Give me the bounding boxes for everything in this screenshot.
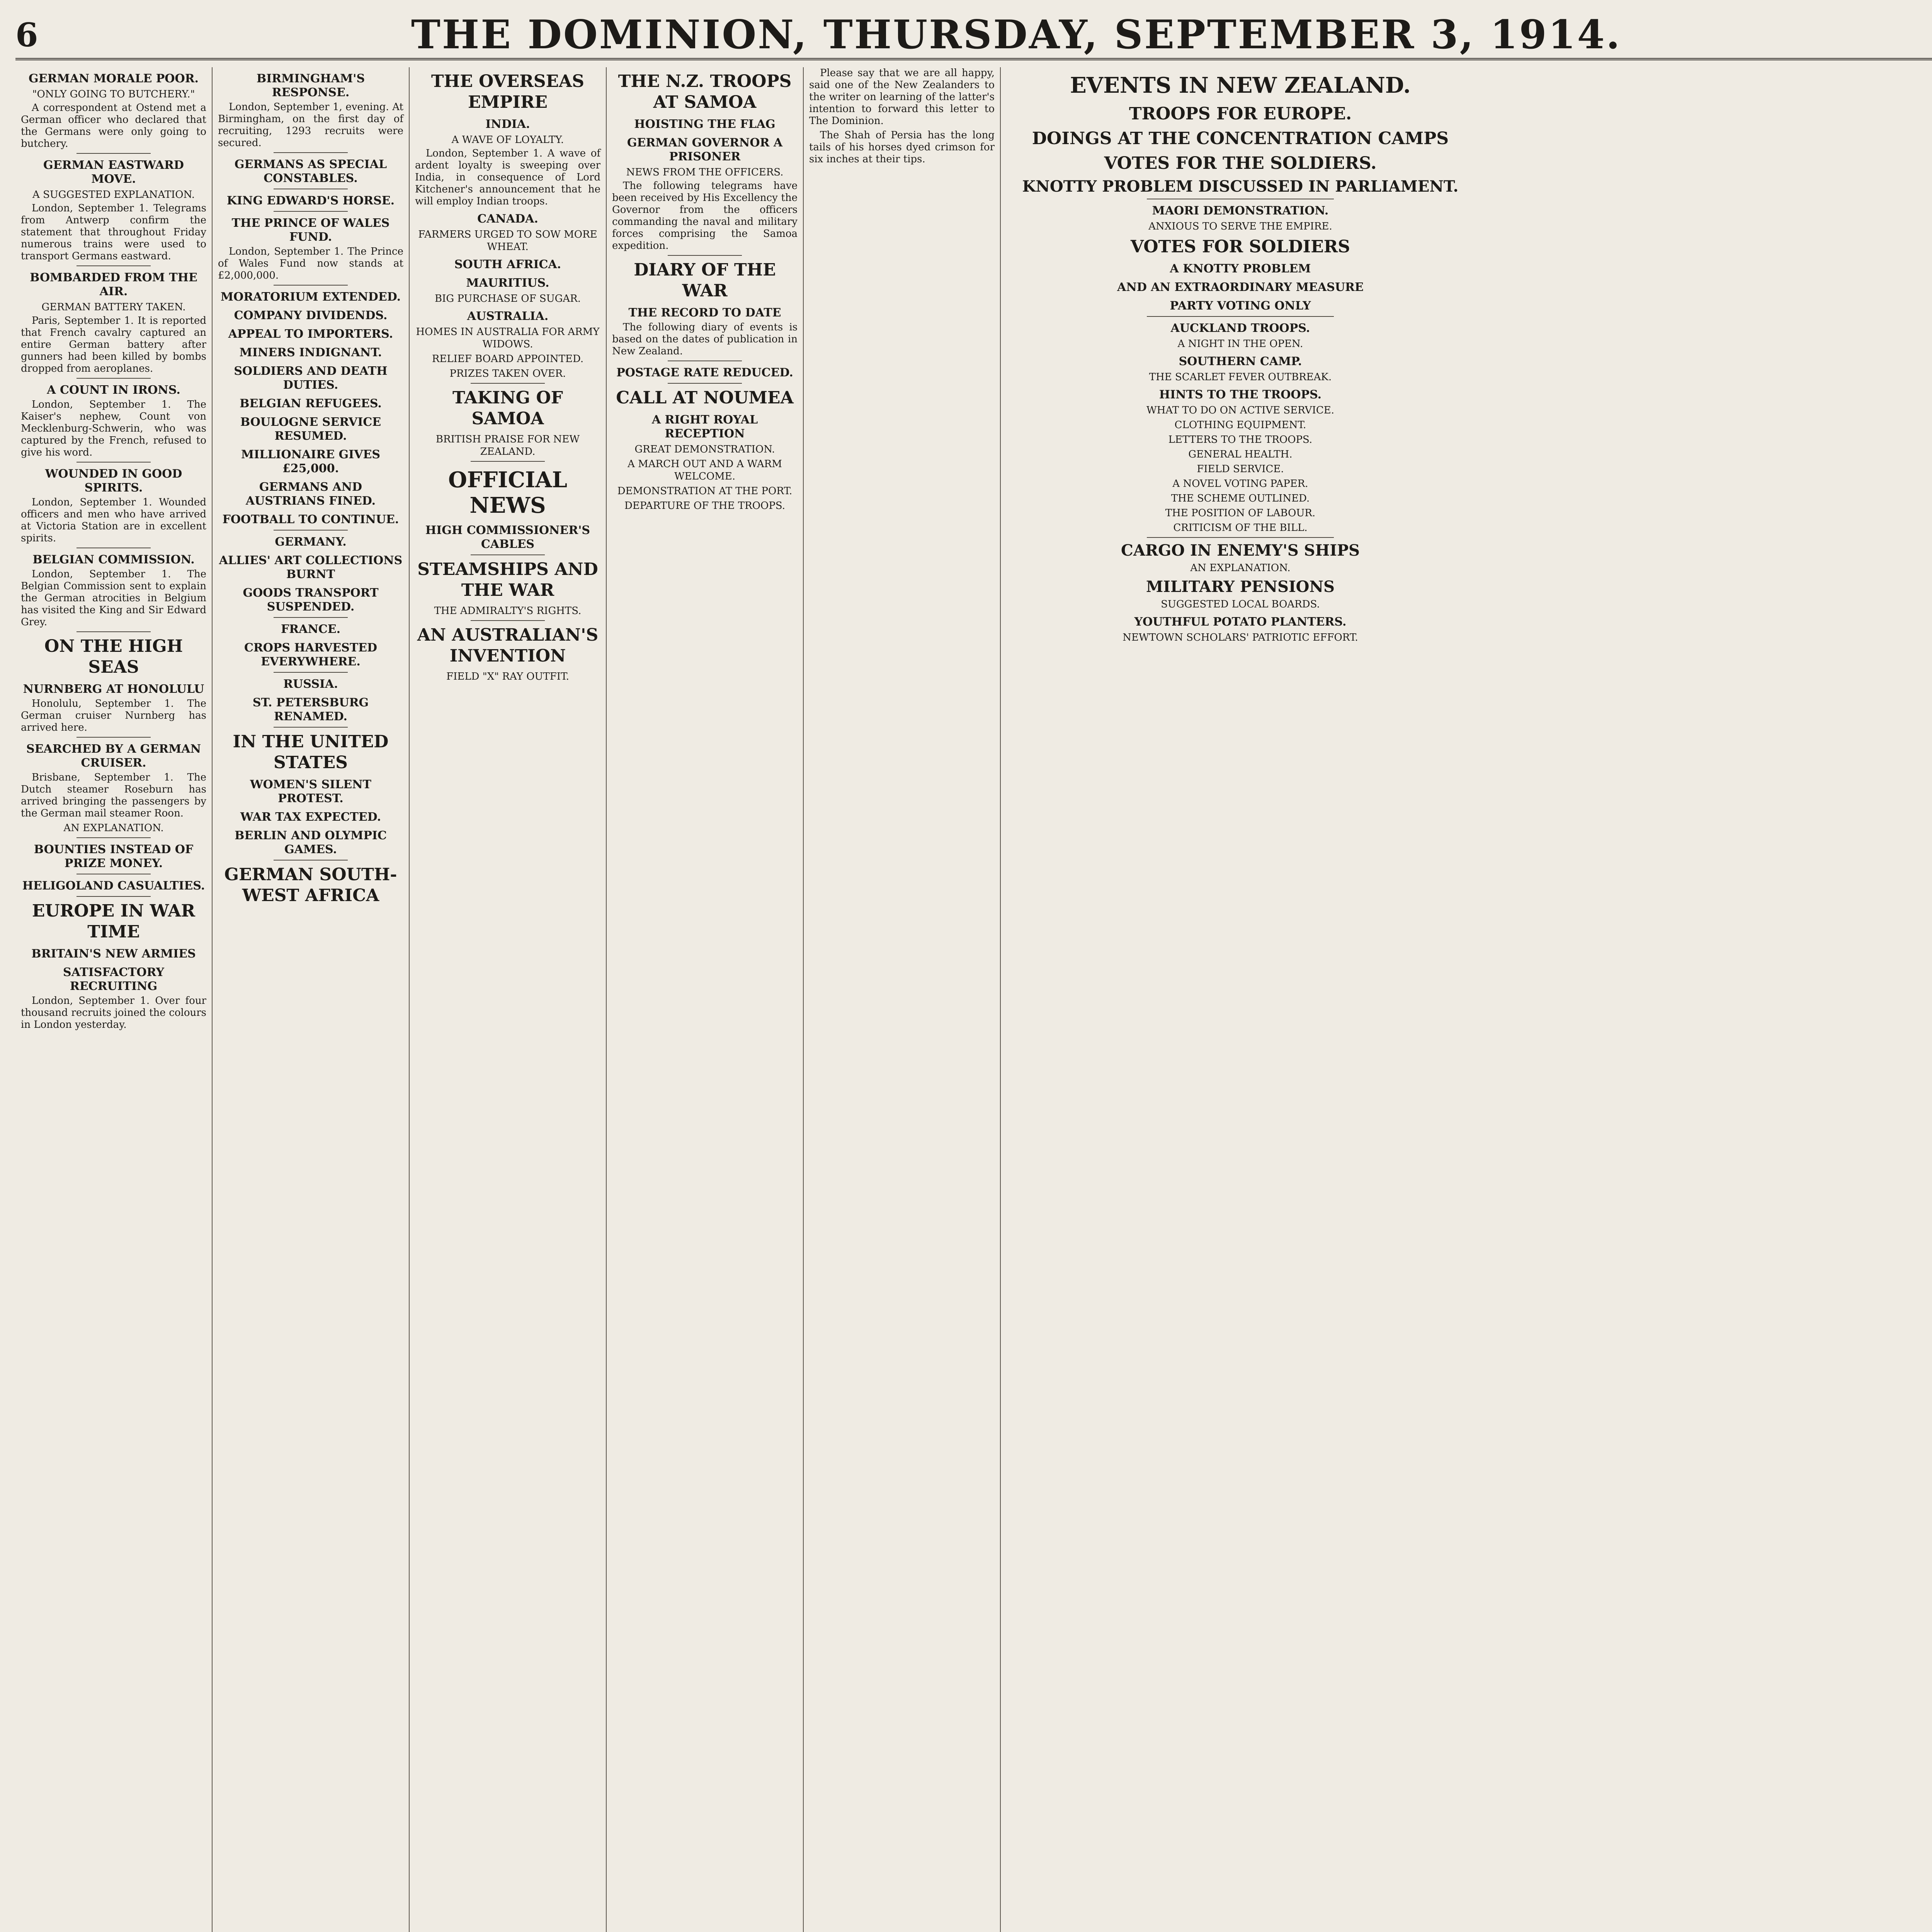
page-number: 6 <box>15 15 38 54</box>
events-section <box>1001 67 1480 1932</box>
subheadline: A MARCH OUT AND A WARM WELCOME. <box>628 458 782 482</box>
headline: RUSSIA. <box>283 677 338 691</box>
headline: CARGO IN ENEMY'S SHIPS <box>1121 541 1360 560</box>
subheadline: NURNBERG AT HONOLULU <box>23 682 204 696</box>
subheadline: AND AN EXTRAORDINARY MEASURE <box>1117 281 1364 294</box>
subheadline: SUGGESTED LOCAL BOARDS. <box>1161 599 1320 610</box>
subheadline: A NIGHT IN THE OPEN. <box>1177 338 1303 350</box>
section-headline: VOTES FOR SOLDIERS <box>1130 237 1350 257</box>
headline: YOUTHFUL POTATO PLANTERS. <box>1134 615 1347 629</box>
subheadline: CRITICISM OF THE BILL. <box>1173 522 1308 534</box>
divider <box>77 737 151 738</box>
column-5 <box>804 67 1001 1932</box>
headline: WAR TAX EXPECTED. <box>240 810 381 824</box>
article-text: London, September 1. The Belgian Commission sent to explain the German atrocities in Belgium has visited the King and Sir Edward Grey. <box>21 568 206 628</box>
headline: SOUTH AFRICA. <box>454 258 561 271</box>
headline: AUCKLAND TROOPS. <box>1170 321 1310 335</box>
section-headline: THE OVERSEAS EMPIRE <box>431 71 585 112</box>
section-headline: IN THE UNITED STATES <box>233 732 389 772</box>
headline: FOOTBALL TO CONTINUE. <box>222 513 399 526</box>
column-2 <box>213 67 410 1932</box>
headline: MAURITIUS. <box>466 276 549 290</box>
headline: CANADA. <box>477 212 538 226</box>
divider <box>274 860 348 861</box>
article-text: Please say that we are all happy, said one of the New Zealanders to the writer on learning of the latter's intention to forward this letter to The Dominion. <box>809 67 995 127</box>
article-text: London, September 1. A wave of ardent loyalty is sweeping over India, in consequence of Lord Kitchener's announcement that he will employ Indian troops. <box>415 148 600 207</box>
subheadline: GREAT DEMONSTRATION. <box>634 444 775 455</box>
divider <box>471 554 545 555</box>
subheadline: VOTES FOR THE SOLDIERS. <box>1104 153 1377 173</box>
subheadline: GERMAN BATTERY TAKEN. <box>41 301 186 313</box>
divider <box>471 461 545 462</box>
section-headline: ON THE HIGH SEAS <box>44 636 183 677</box>
column-4 <box>607 67 804 1932</box>
headline: KING EDWARD'S HORSE. <box>226 194 395 207</box>
headline: GERMANS AS SPECIAL CONSTABLES. <box>234 158 387 185</box>
subheadline: KNOTTY PROBLEM DISCUSSED IN PARLIAMENT. <box>1022 177 1459 196</box>
headline: INDIA. <box>485 117 530 131</box>
subheadline: FARMERS URGED TO SOW MORE WHEAT. <box>418 229 597 253</box>
headline: COMPANY DIVIDENDS. <box>234 309 388 322</box>
column-3 <box>410 67 607 1932</box>
divider <box>274 285 348 286</box>
divider <box>274 152 348 153</box>
subheadline: HIGH COMMISSIONER'S CABLES <box>425 524 590 551</box>
headline: AUSTRALIA. <box>467 310 549 323</box>
subheadline: SATISFACTORY RECRUITING <box>63 966 164 993</box>
subheadline: THE RECORD TO DATE <box>628 306 781 320</box>
headline: ALLIES' ART COLLECTIONS BURNT <box>219 554 403 581</box>
subheadline: CLOTHING EQUIPMENT. <box>1174 419 1306 431</box>
divider <box>77 153 151 154</box>
headline: THE PRINCE OF WALES FUND. <box>231 216 390 244</box>
divider <box>668 255 742 256</box>
headline: MILITARY PENSIONS <box>1146 578 1335 596</box>
subheadline: DEPARTURE OF THE TROOPS. <box>624 500 785 512</box>
subheadline: THE SCARLET FEVER OUTBREAK. <box>1149 371 1332 383</box>
newspaper-title: THE DOMINION, THURSDAY, SEPTEMBER 3, 1914. <box>411 12 1622 58</box>
section-headline: EUROPE IN WAR TIME <box>32 901 196 942</box>
subheadline: THE SCHEME OUTLINED. <box>1171 493 1310 504</box>
divider <box>77 378 151 379</box>
article-text: The Shah of Persia has the long tails of his horses dyed crimson for six inches at their tips. <box>809 129 995 165</box>
subheadline: BIG PURCHASE OF SUGAR. <box>434 293 581 304</box>
divider <box>471 620 545 621</box>
divider <box>77 462 151 463</box>
subheadline: GENERAL HEALTH. <box>1188 449 1293 460</box>
headline: BOMBARDED FROM THE AIR. <box>30 271 197 298</box>
divider <box>77 265 151 266</box>
headline: SOUTHERN CAMP. <box>1179 355 1302 368</box>
headline: SEARCHED BY A GERMAN CRUISER. <box>26 742 201 770</box>
subheadline: NEWS FROM THE OFFICERS. <box>626 167 784 178</box>
divider <box>668 383 742 384</box>
headline: MILLIONAIRE GIVES £25,000. <box>241 448 381 475</box>
subheadline: HOISTING THE FLAG <box>634 117 776 131</box>
subheadline: WHAT TO DO ON ACTIVE SERVICE. <box>1146 405 1334 416</box>
headline: MAORI DEMONSTRATION. <box>1152 204 1329 218</box>
headline: BIRMINGHAM'S RESPONSE. <box>256 72 365 99</box>
subheadline: FIELD SERVICE. <box>1197 463 1284 475</box>
section-headline: AN AUSTRALIAN'S INVENTION <box>417 625 599 666</box>
section-headline: OFFICIAL NEWS <box>448 467 568 518</box>
headline: APPEAL TO IMPORTERS. <box>228 327 393 341</box>
headline: GERMAN EASTWARD MOVE. <box>43 158 184 186</box>
article-text: London, September 1. Wounded officers and men who have arrived at Victoria Station are in excellent spirits. <box>21 497 206 544</box>
subheadline: PARTY VOTING ONLY <box>1170 299 1311 313</box>
headline: MINERS INDIGNANT. <box>239 346 382 359</box>
article-text: London, September 1, evening. At Birmingham, on the first day of recruiting, 1293 recruits were secured. <box>218 101 403 149</box>
subheadline: ANXIOUS TO SERVE THE EMPIRE. <box>1148 221 1332 232</box>
section-headline: THE N.Z. TROOPS AT SAMOA <box>618 71 792 112</box>
divider <box>1147 316 1334 317</box>
divider <box>77 837 151 838</box>
subheadline: A WAVE OF LOYALTY. <box>451 134 564 146</box>
subheadline: TROOPS FOR EUROPE. <box>1129 104 1352 124</box>
divider <box>274 672 348 673</box>
headline: GERMAN MORALE POOR. <box>29 72 199 85</box>
headline: SOLDIERS AND DEATH DUTIES. <box>234 364 388 392</box>
subheadline: FIELD "X" RAY OUTFIT. <box>446 671 569 682</box>
subheadline: BRITISH PRAISE FOR NEW ZEALAND. <box>435 434 580 457</box>
article-text: Brisbane, September 1. The Dutch steamer Roseburn has arrived bringing the passengers by the German mail steamer Roon. <box>21 772 206 819</box>
article-text: London, September 1. The Kaiser's nephew, Count von Mecklenburg-Schwerin, who was captured by the French, refused to give his word. <box>21 399 206 458</box>
subheadline: AN EXPLANATION. <box>63 822 164 834</box>
masthead <box>15 12 1932 60</box>
divider <box>1147 537 1334 538</box>
headline: WOUNDED IN GOOD SPIRITS. <box>45 467 182 495</box>
subheadline: GERMAN GOVERNOR A PRISONER <box>627 136 783 163</box>
subheadline: BRITAIN'S NEW ARMIES <box>31 947 196 961</box>
article-text: The following diary of events is based on the dates of publication in New Zealand. <box>612 321 798 357</box>
headline: ST. PETERSBURG RENAMED. <box>252 696 369 723</box>
headline: HELIGOLAND CASUALTIES. <box>22 879 205 893</box>
article-text: Paris, September 1. It is reported that French cavalry captured an entire German battery after gunners had been killed by bombs dropped from aeroplanes. <box>21 315 206 374</box>
headline: MORATORIUM EXTENDED. <box>220 290 401 304</box>
subheadline: "ONLY GOING TO BUTCHERY." <box>32 88 195 100</box>
headline: BOULOGNE SERVICE RESUMED. <box>240 415 381 443</box>
headline: GOODS TRANSPORT SUSPENDED. <box>243 586 379 614</box>
subheadline: A KNOTTY PROBLEM <box>1170 262 1311 276</box>
section-headline: TAKING OF SAMOA <box>452 388 563 429</box>
subheadline: THE ADMIRALTY'S RIGHTS. <box>434 605 582 617</box>
article-text: London, September 1. Telegrams from Antwerp confirm the statement that throughout Friday numerous trains were used to transport Germans eastward. <box>21 202 206 262</box>
subheadline: NEWTOWN SCHOLARS' PATRIOTIC EFFORT. <box>1122 632 1358 643</box>
section-headline: CALL AT NOUMEA <box>616 388 794 408</box>
headline: CROPS HARVESTED EVERYWHERE. <box>244 641 378 668</box>
subheadline: THE POSITION OF LABOUR. <box>1165 507 1316 519</box>
article-text: The following telegrams have been received by His Excellency the Governor from the officers commanding the naval and military forces comprising the Samoa expedition. <box>612 180 798 252</box>
subheadline: A SUGGESTED EXPLANATION. <box>32 189 195 201</box>
subheadline: LETTERS TO THE TROOPS. <box>1168 434 1313 446</box>
subheadline: AN EXPLANATION. <box>1190 562 1291 574</box>
headline: GERMANY. <box>275 535 347 549</box>
section-headline: GERMAN SOUTH-WEST AFRICA <box>224 865 397 905</box>
headline: FRANCE. <box>281 622 341 636</box>
divider <box>77 896 151 897</box>
subheadline: DEMONSTRATION AT THE PORT. <box>617 485 793 497</box>
divider <box>274 617 348 618</box>
column-1 <box>15 67 213 1932</box>
section-headline: EVENTS IN NEW ZEALAND. <box>1070 73 1411 98</box>
divider <box>77 631 151 632</box>
subheadline: DOINGS AT THE CONCENTRATION CAMPS <box>1032 129 1449 148</box>
headline: WOMEN'S SILENT PROTEST. <box>250 778 372 805</box>
headline: BELGIAN REFUGEES. <box>240 397 382 410</box>
section-headline: STEAMSHIPS AND THE WAR <box>417 560 598 600</box>
divider <box>471 383 545 384</box>
subheadline: A RIGHT ROYAL RECEPTION <box>651 413 758 440</box>
article-text: London, September 1. Over four thousand recruits joined the colours in London yesterday. <box>21 995 206 1031</box>
headline: BELGIAN COMMISSION. <box>32 553 195 566</box>
subheadline: PRIZES TAKEN OVER. <box>449 368 566 379</box>
headline: BOUNTIES INSTEAD OF PRIZE MONEY. <box>34 843 194 870</box>
headline: POSTAGE RATE REDUCED. <box>616 366 793 379</box>
article-text: Honolulu, September 1. The German cruiser Nurnberg has arrived here. <box>21 698 206 733</box>
article-text: London, September 1. The Prince of Wales Fund now stands at £2,000,000. <box>218 246 403 281</box>
headline: HINTS TO THE TROOPS. <box>1159 388 1322 401</box>
section-headline: DIARY OF THE WAR <box>634 260 776 301</box>
article-text: A correspondent at Ostend met a German officer who declared that the Germans were only going to butchery. <box>21 102 206 150</box>
subheadline: HOMES IN AUSTRALIA FOR ARMY WIDOWS. <box>416 326 600 350</box>
subheadline: RELIEF BOARD APPOINTED. <box>432 353 584 365</box>
headline: GERMANS AND AUSTRIANS FINED. <box>245 480 376 508</box>
headline: A COUNT IN IRONS. <box>47 383 180 397</box>
divider <box>274 530 348 531</box>
divider <box>274 211 348 212</box>
divider <box>274 727 348 728</box>
columns <box>15 67 1932 1932</box>
subheadline: A NOVEL VOTING PAPER. <box>1172 478 1308 490</box>
headline: BERLIN AND OLYMPIC GAMES. <box>235 829 387 856</box>
